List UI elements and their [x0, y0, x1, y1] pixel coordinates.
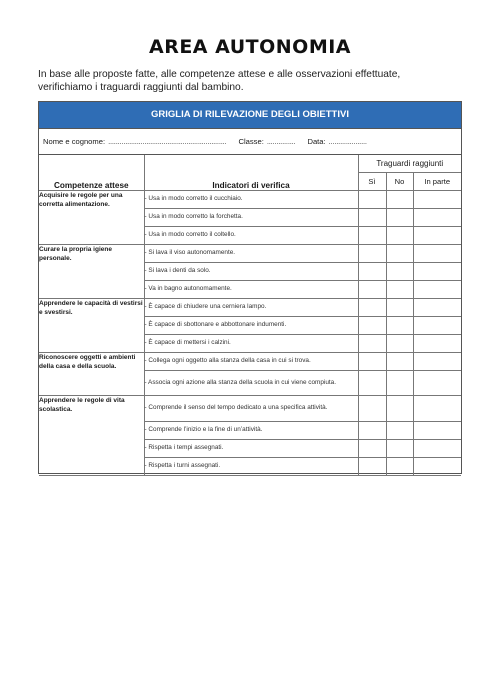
header-competenze: Competenze attese — [39, 155, 144, 191]
check-cell-in-parte[interactable] — [413, 422, 461, 440]
class-field[interactable]: ............... — [266, 137, 296, 146]
check-cell-in-parte[interactable] — [413, 335, 461, 353]
intro-text — [38, 68, 468, 94]
check-cell-no[interactable] — [386, 440, 413, 458]
check-cell-si[interactable] — [358, 227, 386, 245]
name-field[interactable]: .............................................................. — [108, 137, 227, 146]
competence-cell: Apprendere le regole di vita scolastica. — [39, 396, 144, 476]
check-cell-in-parte[interactable] — [413, 371, 461, 396]
table-row — [39, 299, 461, 317]
check-cell-si[interactable] — [358, 458, 386, 476]
indicator-cell: - Si lava il viso autonomamente. — [144, 245, 358, 263]
check-cell-si[interactable] — [358, 396, 386, 422]
grid-title: GRIGLIA DI RILEVAZIONE DEGLI OBIETTIVI — [39, 102, 461, 129]
check-cell-in-parte[interactable] — [413, 281, 461, 299]
competence-cell: Curare la propria igiene personale. — [39, 245, 144, 299]
indicator-cell: - Va in bagno autonomamente. — [144, 281, 358, 299]
check-cell-in-parte[interactable] — [413, 191, 461, 209]
indicator-cell: - Collega ogni oggetto alla stanza della casa in cui si trova. — [144, 353, 358, 371]
objectives-table — [39, 155, 461, 476]
check-cell-in-parte[interactable] — [413, 227, 461, 245]
check-cell-no[interactable] — [386, 396, 413, 422]
header-no: No — [386, 173, 413, 191]
class-label: Classe: — [238, 137, 264, 146]
table-row — [39, 245, 461, 263]
header-si: Sì — [358, 173, 386, 191]
check-cell-no[interactable] — [386, 422, 413, 440]
check-cell-no[interactable] — [386, 227, 413, 245]
check-cell-no[interactable] — [386, 299, 413, 317]
check-cell-in-parte[interactable] — [413, 299, 461, 317]
header-indicatori: Indicatori di verifica — [144, 155, 358, 191]
indicator-cell: - È capace di chiudere una cerniera lampo. — [144, 299, 358, 317]
check-cell-si[interactable] — [358, 209, 386, 227]
check-cell-si[interactable] — [358, 191, 386, 209]
check-cell-si[interactable] — [358, 440, 386, 458]
check-cell-in-parte[interactable] — [413, 353, 461, 371]
header-traguardi: Traguardi raggiunti — [358, 155, 461, 173]
table-row — [39, 191, 461, 209]
check-cell-no[interactable] — [386, 263, 413, 281]
check-cell-no[interactable] — [386, 191, 413, 209]
check-cell-si[interactable] — [358, 335, 386, 353]
intro-line-2: verifichiamo i traguardi raggiunti dal bambino. — [38, 82, 244, 93]
table-row — [39, 353, 461, 371]
check-cell-no[interactable] — [386, 458, 413, 476]
check-cell-no[interactable] — [386, 353, 413, 371]
check-cell-no[interactable] — [386, 281, 413, 299]
check-cell-si[interactable] — [358, 422, 386, 440]
indicator-cell: - Associa ogni azione alla stanza della scuola in cui viene compiuta. — [144, 371, 358, 396]
evaluation-grid — [38, 101, 462, 474]
check-cell-no[interactable] — [386, 209, 413, 227]
check-cell-si[interactable] — [358, 299, 386, 317]
indicator-cell: - Si lava i denti da solo. — [144, 263, 358, 281]
indicator-cell: - È capace di sbottonare e abbottonare indumenti. — [144, 317, 358, 335]
indicator-cell: - Usa in modo corretto il cucchiaio. — [144, 191, 358, 209]
indicator-cell: - È capace di mettersi i calzini. — [144, 335, 358, 353]
indicator-cell: - Rispetta i tempi assegnati. — [144, 440, 358, 458]
intro-line-1: In base alle proposte fatte, alle competenze attese e alle osservazioni effettuate, — [38, 69, 401, 80]
check-cell-no[interactable] — [386, 335, 413, 353]
check-cell-in-parte[interactable] — [413, 458, 461, 476]
check-cell-no[interactable] — [386, 317, 413, 335]
check-cell-no[interactable] — [386, 245, 413, 263]
check-cell-si[interactable] — [358, 353, 386, 371]
date-label: Data: — [307, 137, 326, 146]
check-cell-si[interactable] — [358, 263, 386, 281]
table-row — [39, 396, 461, 422]
header-in-parte: In parte — [413, 173, 461, 191]
indicator-cell: - Usa in modo corretto la forchetta. — [144, 209, 358, 227]
page-title: AREA AUTONOMIA — [148, 36, 352, 58]
check-cell-in-parte[interactable] — [413, 245, 461, 263]
indicator-cell: - Comprende il senso del tempo dedicato a una specifica attività. — [144, 396, 358, 422]
objectives-body — [39, 191, 461, 476]
check-cell-no[interactable] — [386, 371, 413, 396]
competence-cell: Apprendere le capacità di vestirsi e svestirsi. — [39, 299, 144, 353]
student-info-row — [39, 129, 461, 155]
check-cell-si[interactable] — [358, 317, 386, 335]
check-cell-in-parte[interactable] — [413, 440, 461, 458]
check-cell-si[interactable] — [358, 281, 386, 299]
check-cell-in-parte[interactable] — [413, 263, 461, 281]
check-cell-si[interactable] — [358, 371, 386, 396]
name-label: Nome e cognome: — [43, 137, 106, 146]
check-cell-in-parte[interactable] — [413, 317, 461, 335]
competence-cell: Riconoscere oggetti e ambienti della casa e della scuola. — [39, 353, 144, 396]
indicator-cell: - Comprende l’inizio e la fine di un’attività. — [144, 422, 358, 440]
indicator-cell: - Rispetta i turni assegnati. — [144, 458, 358, 476]
check-cell-in-parte[interactable] — [413, 396, 461, 422]
check-cell-si[interactable] — [358, 245, 386, 263]
competence-cell: Acquisire le regole per una corretta alimentazione. — [39, 191, 144, 245]
check-cell-in-parte[interactable] — [413, 209, 461, 227]
date-field[interactable]: .................... — [328, 137, 367, 146]
indicator-cell: - Usa in modo corretto il coltello. — [144, 227, 358, 245]
